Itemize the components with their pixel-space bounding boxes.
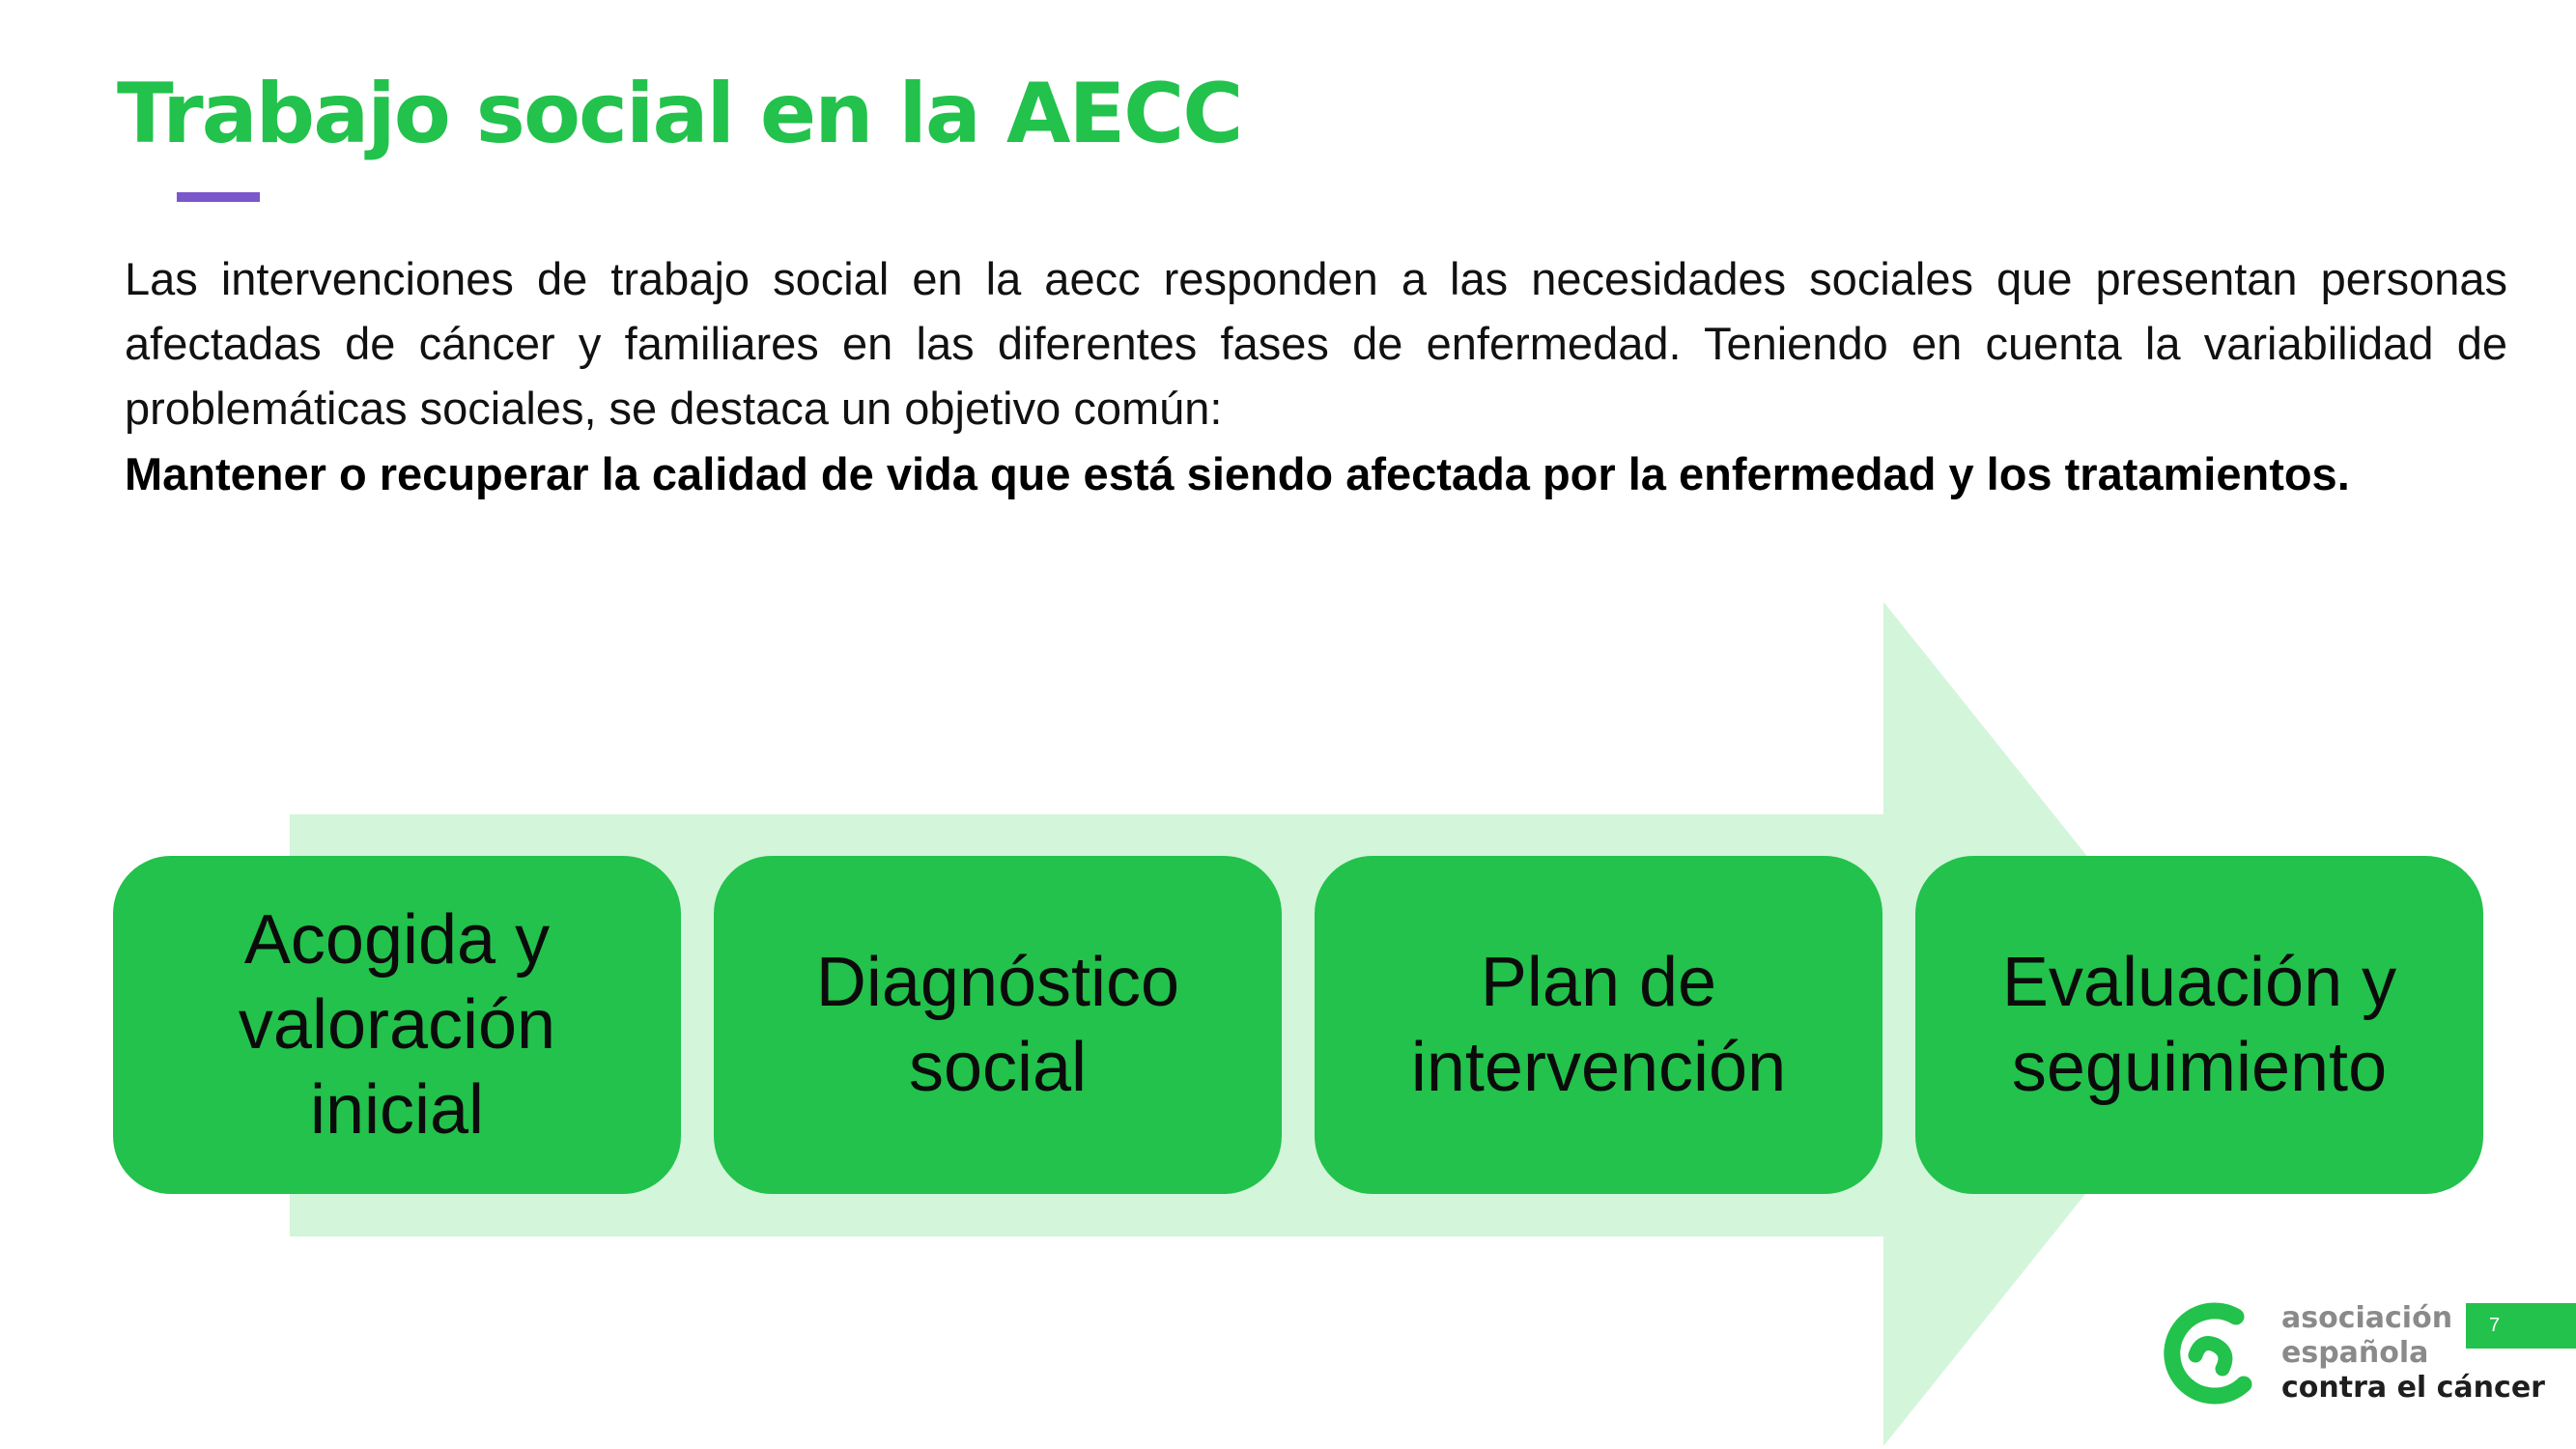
step-line: Diagnóstico bbox=[815, 944, 1180, 1021]
step-line: Evaluación y bbox=[2001, 944, 2397, 1021]
step-line: inicial bbox=[309, 1071, 485, 1149]
logo-line-asociacion: asociación bbox=[2281, 1301, 2453, 1335]
logo-line-contra: contra el cáncer bbox=[2281, 1371, 2545, 1405]
step-acogida bbox=[113, 856, 681, 1194]
step-diagnostico bbox=[714, 856, 1282, 1194]
logo-line-espanola: española bbox=[2281, 1336, 2429, 1370]
step-line: Plan de bbox=[1480, 944, 1717, 1021]
slide-title: Trabajo social en la AECC bbox=[117, 66, 1242, 162]
step-line: seguimiento bbox=[2011, 1029, 2388, 1106]
step-line: Acogida y bbox=[243, 901, 551, 979]
step-line: social bbox=[908, 1029, 1088, 1106]
goal-statement: Mantener o recuperar la calidad de vida que está siendo afectada por la enfermedad y los tratamientos. bbox=[125, 448, 2350, 499]
step-evaluacion bbox=[1915, 856, 2483, 1194]
intro-text: Las intervenciones de trabajo social en la aecc responden a las necesidades sociales que presentan personas afectadas de cáncer y familiares en las diferentes fases de enfermedad. Teniendo en cuenta la variabilidad de problemáticas sociales, se destaca un objetivo común: bbox=[125, 253, 2507, 434]
page-number: 7 bbox=[2466, 1303, 2576, 1349]
aecc-logo-icon bbox=[2159, 1299, 2265, 1407]
step-plan bbox=[1315, 856, 1882, 1194]
step-line: valoración bbox=[238, 986, 556, 1064]
step-line: intervención bbox=[1410, 1029, 1787, 1106]
